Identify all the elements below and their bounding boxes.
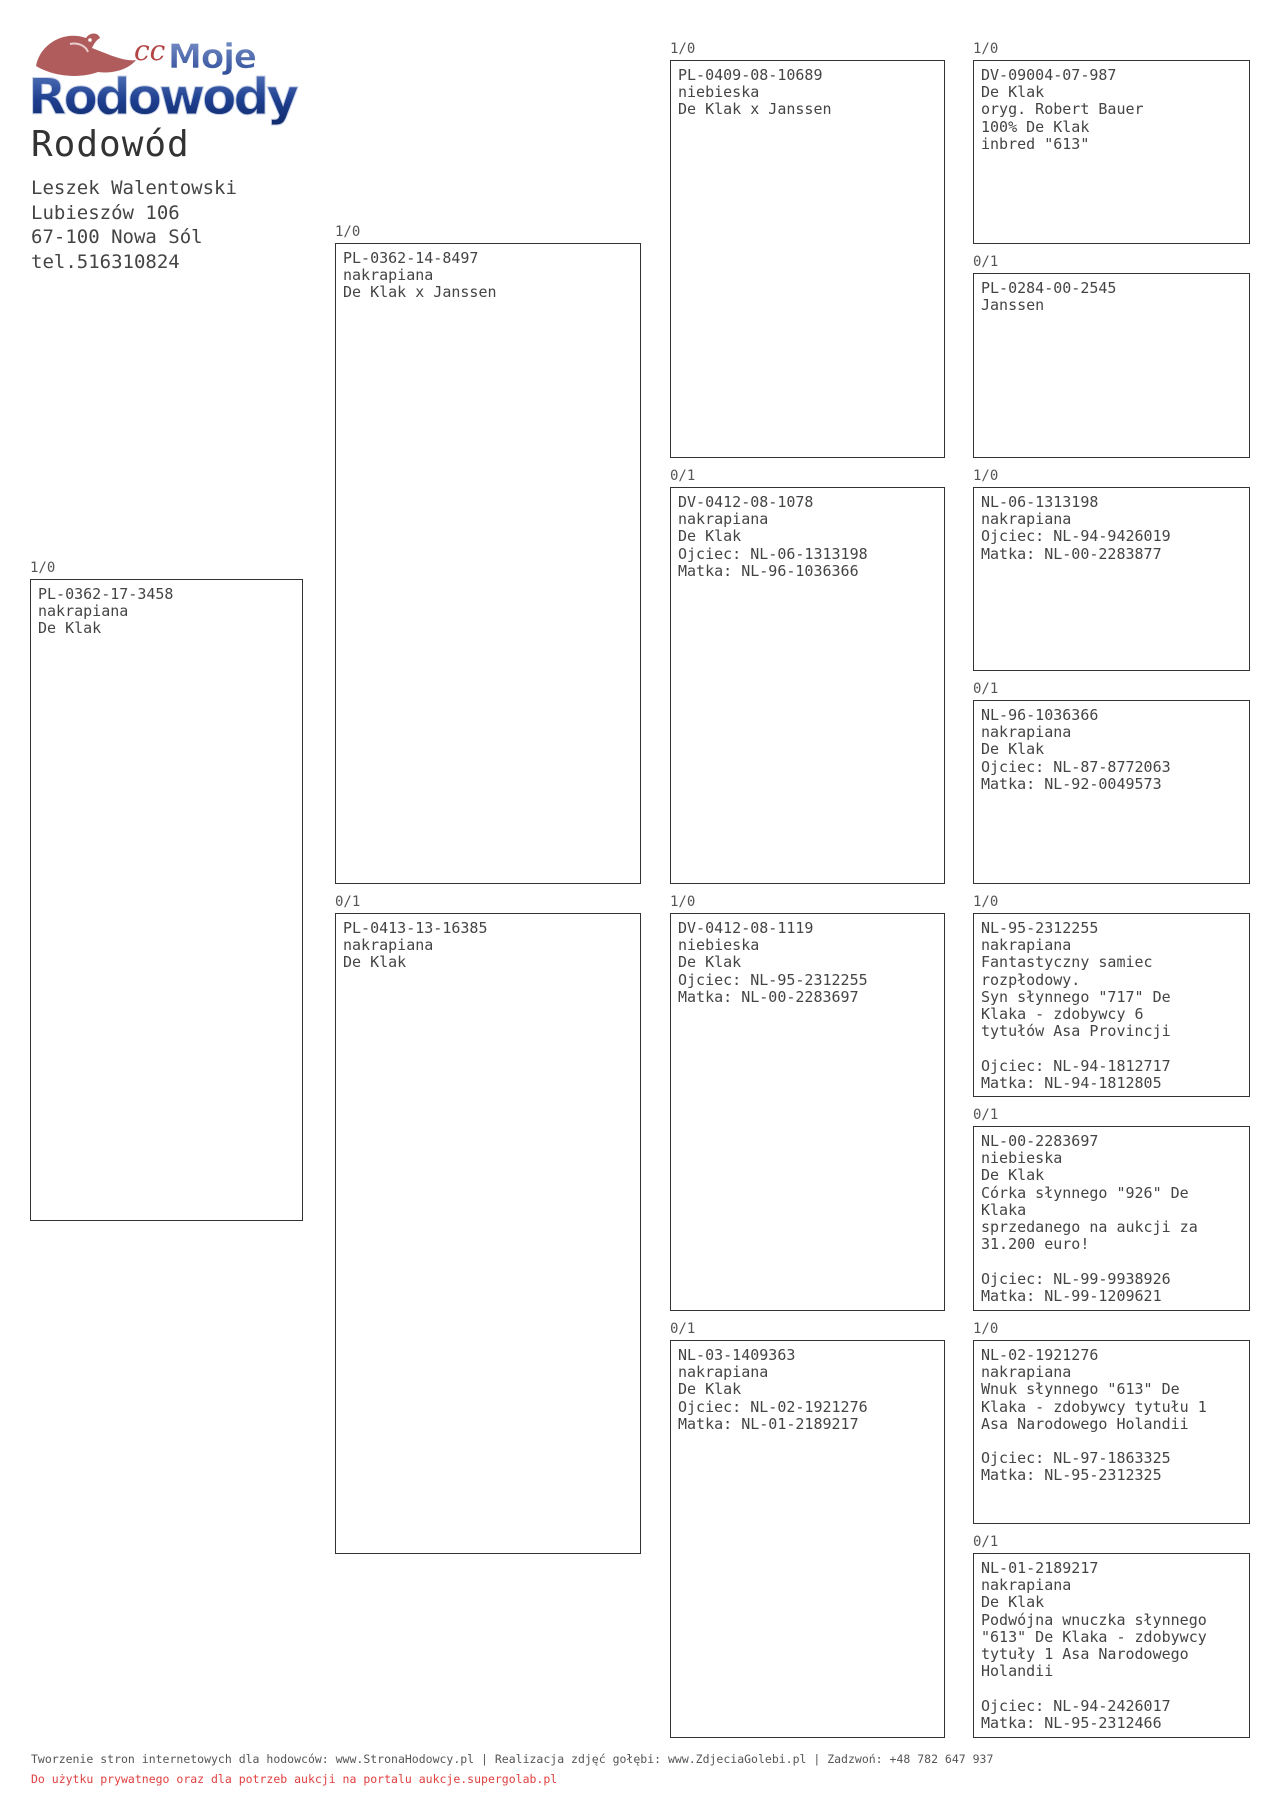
sex-label: 0/1 xyxy=(973,1534,999,1550)
pedigree-mother-father xyxy=(670,894,945,1311)
pedigree-mmm xyxy=(973,1534,1250,1738)
bird-info: PL-0284-00-2545 Janssen xyxy=(973,273,1250,458)
sex-label: 0/1 xyxy=(335,894,361,910)
sex-label: 0/1 xyxy=(973,681,999,697)
owner-name: Leszek Walentowski xyxy=(31,177,237,199)
bird-info: NL-95-2312255 nakrapiana Fantastyczny samiec rozpłodowy. Syn słynnego "717" De Klaka - zdobywcy 6 tytułów Asa Provincji Ojciec: NL-94-1812717 Matka: NL-94-1812805 xyxy=(973,913,1250,1097)
page-title: Rodowód xyxy=(31,124,190,165)
pedigree-mother xyxy=(335,894,641,1554)
pedigree-mfm xyxy=(973,1107,1250,1311)
sex-label: 1/0 xyxy=(670,41,696,57)
bird-info: PL-0362-14-8497 nakrapiana De Klak x Janssen xyxy=(335,243,641,884)
footer-usage-note: Do użytku prywatnego oraz dla potrzeb aukcji na portalu aukcje.supergolab.pl xyxy=(31,1772,558,1786)
sex-label: 0/1 xyxy=(670,468,696,484)
bird-info: DV-09004-07-987 De Klak oryg. Robert Bauer 100% De Klak inbred "613" xyxy=(973,60,1250,244)
svg-text:cc: cc xyxy=(134,34,166,67)
pedigree-fmm xyxy=(973,681,1250,884)
bird-info: PL-0409-08-10689 niebieska De Klak x Janssen xyxy=(670,60,945,458)
pedigree-mother-mother xyxy=(670,1321,945,1738)
logo-text-top: Moje xyxy=(168,37,256,77)
moje-rodowody-logo xyxy=(28,22,328,132)
footer-credits: Tworzenie stron internetowych dla hodowców: www.StronaHodowcy.pl | Realizacja zdjęć gołębi: www.ZdjeciaGolebi.pl | Zadzwoń: +48 782 647 937 xyxy=(31,1752,994,1766)
owner-city: 67-100 Nowa Sól xyxy=(31,226,203,248)
bird-info: NL-96-1036366 nakrapiana De Klak Ojciec: NL-87-8772063 Matka: NL-92-0049573 xyxy=(973,700,1250,884)
sex-label: 1/0 xyxy=(973,1321,999,1337)
sex-label: 1/0 xyxy=(670,894,696,910)
sex-label: 1/0 xyxy=(973,41,999,57)
bird-info: DV-0412-08-1078 nakrapiana De Klak Ojciec: NL-06-1313198 Matka: NL-96-1036366 xyxy=(670,487,945,884)
pedigree-mff xyxy=(973,894,1250,1097)
bird-info: NL-02-1921276 nakrapiana Wnuk słynnego "613" De Klaka - zdobywcy tytułu 1 Asa Narodowego Holandii Ojciec: NL-97-1863325 Matka: NL-95-2312325 xyxy=(973,1340,1250,1524)
sex-label: 1/0 xyxy=(973,894,999,910)
pedigree-fmf xyxy=(973,468,1250,671)
sex-label: 0/1 xyxy=(973,254,999,270)
sex-label: 1/0 xyxy=(973,468,999,484)
sex-label: 1/0 xyxy=(30,560,56,576)
sex-label: 0/1 xyxy=(670,1321,696,1337)
pedigree-subject xyxy=(30,560,303,1221)
bird-info: NL-06-1313198 nakrapiana Ojciec: NL-94-9426019 Matka: NL-00-2283877 xyxy=(973,487,1250,671)
bird-info: NL-01-2189217 nakrapiana De Klak Podwójna wnuczka słynnego "613" De Klaka - zdobywcy tytuły 1 Asa Narodowego Holandii Ojciec: NL-94-2426017 Matka: NL-95-2312466 xyxy=(973,1553,1250,1738)
bird-info: PL-0362-17-3458 nakrapiana De Klak xyxy=(30,579,303,1221)
pedigree-father-mother xyxy=(670,468,945,884)
sex-label: 0/1 xyxy=(973,1107,999,1123)
bird-info: NL-00-2283697 niebieska De Klak Córka słynnego "926" De Klaka sprzedanego na aukcji za 31.200 euro! Ojciec: NL-99-9938926 Matka: NL-99-1209621 xyxy=(973,1126,1250,1311)
bird-info: PL-0413-13-16385 nakrapiana De Klak xyxy=(335,913,641,1554)
pedigree-father xyxy=(335,224,641,884)
pedigree-fff xyxy=(973,41,1250,244)
pedigree-mmf xyxy=(973,1321,1250,1524)
owner-info xyxy=(31,176,237,274)
bird-info: DV-0412-08-1119 niebieska De Klak Ojciec: NL-95-2312255 Matka: NL-00-2283697 xyxy=(670,913,945,1311)
owner-phone: tel.516310824 xyxy=(31,250,180,273)
pedigree-father-father xyxy=(670,41,945,458)
pedigree-ffm xyxy=(973,254,1250,458)
bird-info: NL-03-1409363 nakrapiana De Klak Ojciec: NL-02-1921276 Matka: NL-01-2189217 xyxy=(670,1340,945,1738)
sex-label: 1/0 xyxy=(335,224,361,240)
owner-street: Lubieszów 106 xyxy=(31,201,180,224)
logo-text-bottom: Rodowody xyxy=(28,68,296,126)
